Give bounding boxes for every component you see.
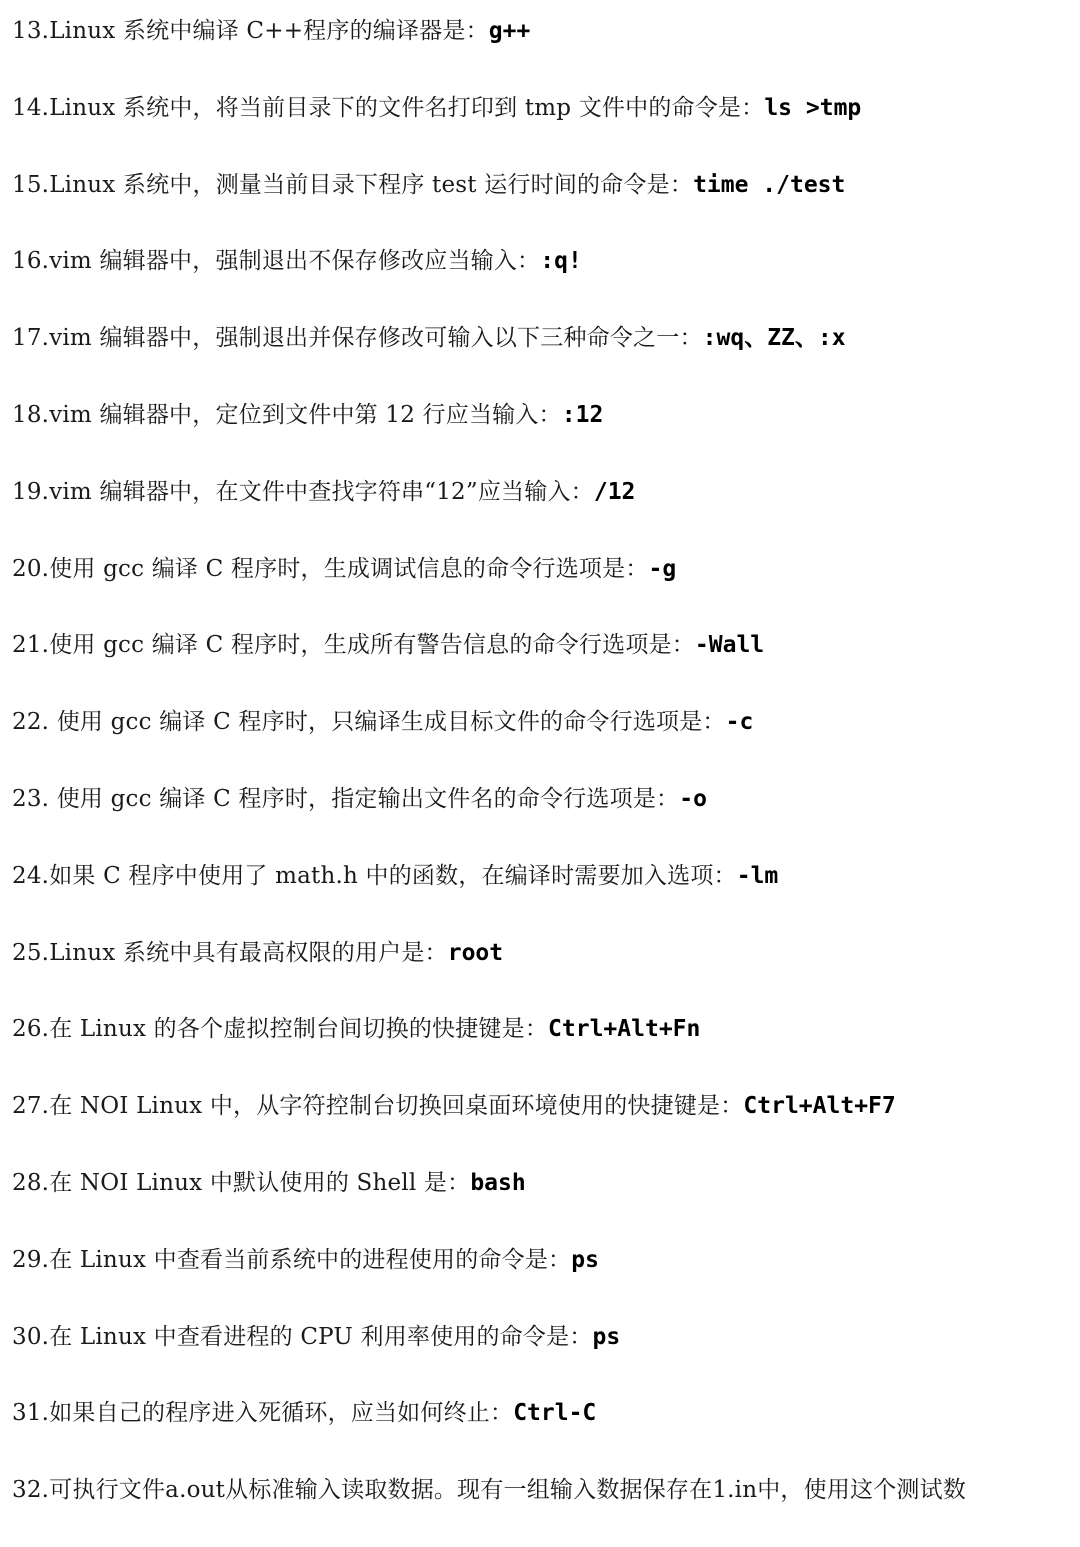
question-answer: -c <box>725 709 754 736</box>
question-number: 16. <box>12 248 50 275</box>
list-item <box>12 11 1072 88</box>
question-answer: ps <box>571 1246 599 1273</box>
question-number: 27. <box>12 1093 50 1120</box>
question-number: 30. <box>12 1323 50 1350</box>
list-item <box>12 395 1072 472</box>
question-answer: ls >tmp <box>764 94 862 121</box>
question-number: 23. <box>12 785 50 812</box>
question-answer: time ./test <box>693 171 846 198</box>
question-text: Linux 系统中编译 C++程序的编译器是： <box>49 18 489 44</box>
list-item <box>12 933 1072 1010</box>
question-answer: /12 <box>593 478 636 505</box>
question-text: vim 编辑器中，在文件中查找字符串“12”应当输入： <box>49 478 594 505</box>
question-number: 31. <box>12 1400 50 1427</box>
question-answer: root <box>447 939 504 966</box>
question-text: 可执行文件a.out从标准输入读取数据。现有一组输入数据保存在1.in中，使用这个测试数 <box>49 1477 967 1504</box>
question-text: 在 Linux 的各个虚拟控制台间切换的快捷键是： <box>49 1016 549 1043</box>
question-number: 25. <box>12 939 50 966</box>
list-item <box>12 1086 1072 1163</box>
question-number: 29. <box>12 1246 50 1273</box>
question-number: 32. <box>12 1477 50 1504</box>
list-item <box>12 1240 1072 1317</box>
question-answer: -g <box>648 555 677 582</box>
list-item <box>12 1317 1072 1394</box>
list-item <box>12 625 1072 702</box>
question-answer: -lm <box>736 862 779 889</box>
question-number: 14. <box>12 94 50 121</box>
list-item <box>12 165 1072 242</box>
question-text: Linux 系统中，测量当前目录下程序 test 运行时间的命令是： <box>49 171 694 198</box>
question-answer: bash <box>470 1169 526 1196</box>
question-number: 24. <box>12 862 50 889</box>
question-text: 在 Linux 中查看进程的 CPU 利用率使用的命令是： <box>49 1323 593 1350</box>
list-item <box>12 241 1072 318</box>
question-text: vim 编辑器中，强制退出并保存修改可输入以下三种命令之一： <box>49 325 703 352</box>
question-number: 26. <box>12 1016 50 1043</box>
question-answer: :wq、ZZ、:x <box>702 325 846 352</box>
list-item <box>12 1393 1072 1470</box>
question-text: 使用 gcc 编译 C 程序时，指定输出文件名的命令行选项是： <box>49 785 680 812</box>
question-text: 如果自己的程序进入死循环，应当如何终止： <box>49 1400 514 1427</box>
question-text: Linux 系统中具有最高权限的用户是： <box>49 939 448 966</box>
question-number: 13. <box>12 18 50 44</box>
question-text: Linux 系统中，将当前目录下的文件名打印到 tmp 文件中的命令是： <box>49 94 765 121</box>
list-item <box>12 549 1072 626</box>
list-item <box>12 1009 1072 1086</box>
list-item <box>12 779 1072 856</box>
question-answer: :12 <box>561 401 604 428</box>
question-number: 21. <box>12 632 50 659</box>
question-number: 20. <box>12 555 50 582</box>
question-text: 如果 C 程序中使用了 math.h 中的函数，在编译时需要加入选项： <box>49 862 737 889</box>
question-text: 使用 gcc 编译 C 程序时，生成所有警告信息的命令行选项是： <box>49 632 695 659</box>
question-answer: Ctrl-C <box>513 1400 597 1427</box>
question-text: 在 NOI Linux 中默认使用的 Shell 是： <box>49 1169 471 1196</box>
question-text: 在 Linux 中查看当前系统中的进程使用的命令是： <box>49 1246 572 1273</box>
list-item <box>12 702 1072 779</box>
question-text: 使用 gcc 编译 C 程序时，生成调试信息的命令行选项是： <box>49 555 649 582</box>
question-text: vim 编辑器中，定位到文件中第 12 行应当输入： <box>49 401 562 428</box>
list-item <box>12 318 1072 395</box>
question-answer: :q! <box>540 248 582 275</box>
list-item <box>12 1470 1072 1547</box>
list-item <box>12 1163 1072 1240</box>
question-answer: Ctrl+Alt+F7 <box>743 1093 896 1120</box>
question-list <box>12 11 1072 1547</box>
question-number: 18. <box>12 401 50 428</box>
question-text: 在 NOI Linux 中，从字符控制台切换回桌面环境使用的快捷键是： <box>49 1093 744 1120</box>
question-answer: ps <box>592 1323 621 1350</box>
list-item <box>12 472 1072 549</box>
question-answer: g++ <box>488 18 531 44</box>
question-number: 15. <box>12 171 50 198</box>
question-number: 28. <box>12 1169 50 1196</box>
question-answer: -Wall <box>694 632 765 659</box>
question-number: 22. <box>12 709 50 736</box>
question-answer: Ctrl+Alt+Fn <box>548 1016 701 1043</box>
list-item <box>12 856 1072 933</box>
list-item <box>12 88 1072 165</box>
question-number: 19. <box>12 478 50 505</box>
question-number: 17. <box>12 325 50 352</box>
question-text: 使用 gcc 编译 C 程序时，只编译生成目标文件的命令行选项是： <box>49 709 726 736</box>
question-text: vim 编辑器中，强制退出不保存修改应当输入： <box>49 248 541 275</box>
question-answer: -o <box>679 785 707 812</box>
